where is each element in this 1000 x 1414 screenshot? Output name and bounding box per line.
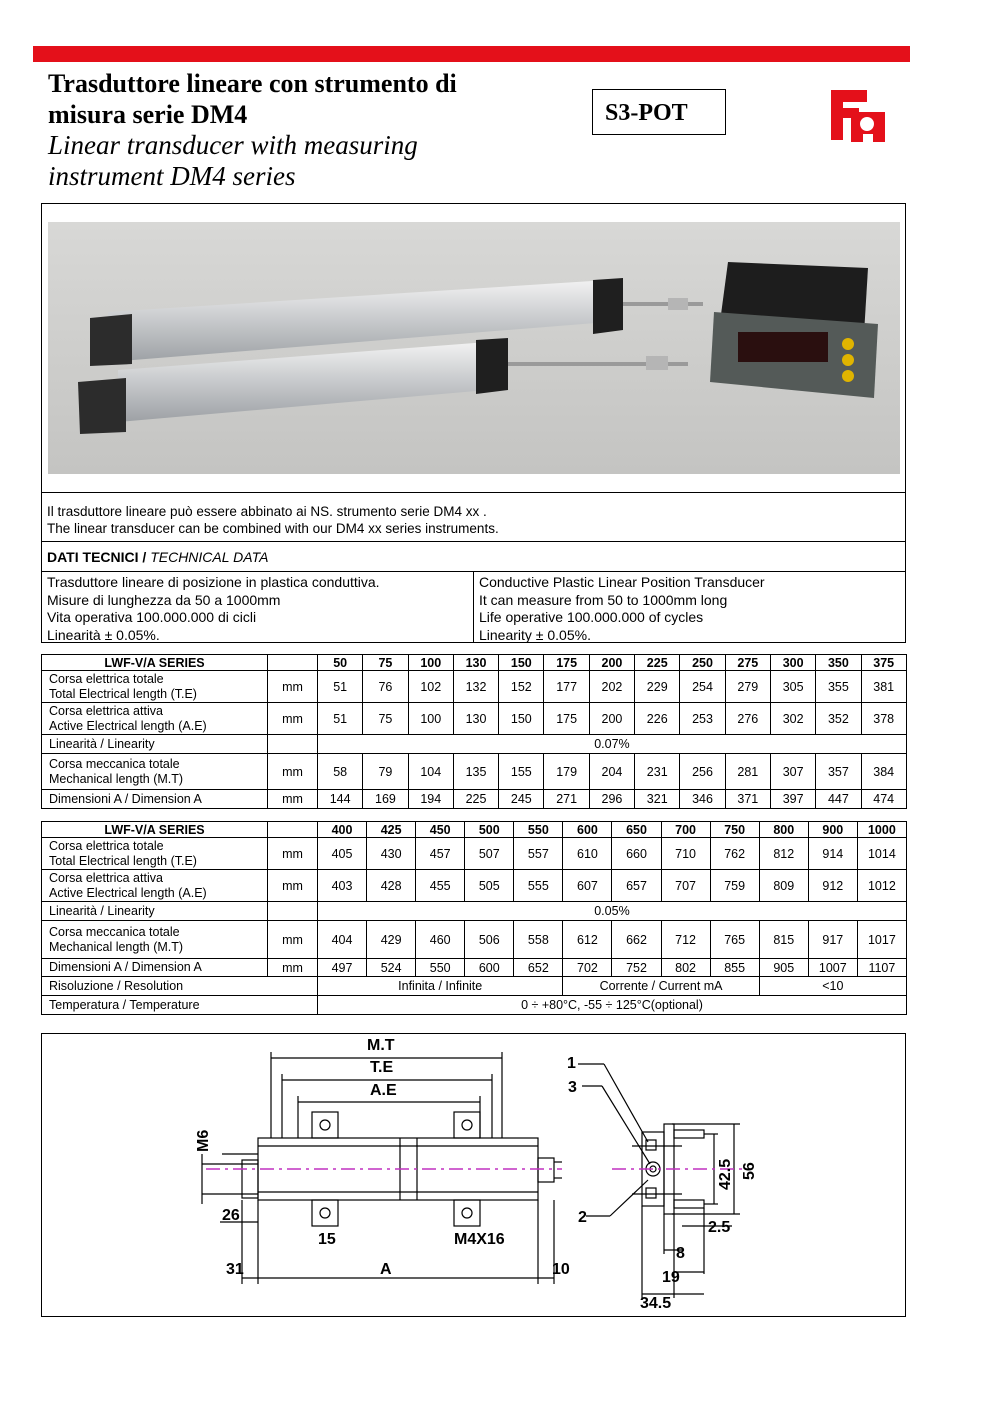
value-cell: 809 <box>759 870 808 902</box>
value-cell: 194 <box>408 790 453 809</box>
temperature-row <box>42 996 907 1015</box>
value-cell: 231 <box>635 754 680 790</box>
company-logo <box>829 86 889 142</box>
row-label-line: Mechanical length (M.T) <box>49 771 184 786</box>
model-header: 600 <box>563 822 612 838</box>
model-header: 150 <box>499 655 544 671</box>
unit-cell: mm <box>268 921 318 959</box>
label-42-5: 42.5 <box>717 1158 734 1190</box>
model-header: 750 <box>710 822 759 838</box>
value-cell: 474 <box>861 790 906 809</box>
tech-line: Linearity ± 0.05%. <box>479 626 591 643</box>
value-cell: 524 <box>367 959 416 977</box>
value-cell: 1012 <box>857 870 906 902</box>
row-label <box>42 790 268 809</box>
value-cell: 912 <box>808 870 857 902</box>
label-56: 56 <box>741 1162 758 1180</box>
row-label-line: Dimensioni A / Dimension A <box>49 791 202 806</box>
linearity-value: 0.07% <box>318 735 907 754</box>
row-label-line: Corsa meccanica totale <box>49 756 180 771</box>
dimension-drawing <box>42 1034 905 1316</box>
model-header: 425 <box>367 822 416 838</box>
value-cell: 75 <box>363 703 408 735</box>
value-cell: 200 <box>589 703 634 735</box>
value-cell: 152 <box>499 671 544 703</box>
model-header: 50 <box>318 655 363 671</box>
model-header: 450 <box>416 822 465 838</box>
value-cell: 102 <box>408 671 453 703</box>
row-label <box>42 735 268 754</box>
row-label-line: Corsa elettrica totale <box>49 838 164 853</box>
technical-data-heading <box>42 542 905 572</box>
value-cell: 202 <box>589 671 634 703</box>
value-cell: 1017 <box>857 921 906 959</box>
tech-line: It can measure from 50 to 1000mm long <box>479 591 728 608</box>
value-cell: 762 <box>710 838 759 870</box>
value-cell: 802 <box>661 959 710 977</box>
unit-cell <box>268 902 318 921</box>
model-header: 500 <box>465 822 514 838</box>
value-cell: 357 <box>816 754 861 790</box>
value-cell: 381 <box>861 671 906 703</box>
value-cell: 305 <box>770 671 815 703</box>
value-cell: 662 <box>612 921 661 959</box>
value-cell: 428 <box>367 870 416 902</box>
value-cell: 765 <box>710 921 759 959</box>
value-cell: 550 <box>416 959 465 977</box>
value-cell: 429 <box>367 921 416 959</box>
series-label: LWF-V/A SERIES <box>42 822 268 838</box>
value-cell: 430 <box>367 838 416 870</box>
value-cell: 905 <box>759 959 808 977</box>
model-header: 200 <box>589 655 634 671</box>
value-cell: 557 <box>514 838 563 870</box>
value-cell: 175 <box>544 703 589 735</box>
value-cell: 253 <box>680 703 725 735</box>
value-cell: 321 <box>635 790 680 809</box>
unit-cell: mm <box>268 959 318 977</box>
value-cell: 229 <box>635 671 680 703</box>
value-cell: 279 <box>725 671 770 703</box>
model-header: 130 <box>453 655 498 671</box>
tech-line: Vita operativa 100.000.000 di cicli <box>47 609 257 625</box>
row-label-line: Active Electrical length (A.E) <box>49 885 207 900</box>
row-label-line: Active Electrical length (A.E) <box>49 718 207 733</box>
row-label-line: Mechanical length (M.T) <box>49 939 184 954</box>
label-mt: M.T <box>367 1037 395 1054</box>
row-label-line: Total Electrical length (T.E) <box>49 686 197 701</box>
table-row <box>42 838 907 870</box>
value-cell: 254 <box>680 671 725 703</box>
value-cell: 371 <box>725 790 770 809</box>
value-cell: 914 <box>808 838 857 870</box>
value-cell: 384 <box>861 754 906 790</box>
value-cell: 296 <box>589 790 634 809</box>
label-m4x16: M4X16 <box>454 1231 505 1248</box>
table-row <box>42 671 907 703</box>
value-cell: 378 <box>861 703 906 735</box>
model-header: 350 <box>816 655 861 671</box>
tech-data-italian <box>42 572 474 642</box>
unit-cell: mm <box>268 870 318 902</box>
table-row <box>42 703 907 735</box>
value-cell: 104 <box>408 754 453 790</box>
page-title <box>48 68 457 192</box>
row-label <box>42 902 268 921</box>
value-cell: 281 <box>725 754 770 790</box>
value-cell: 607 <box>563 870 612 902</box>
value-cell: 150 <box>499 703 544 735</box>
value-cell: 1014 <box>857 838 906 870</box>
value-cell: 155 <box>499 754 544 790</box>
unit-cell: mm <box>268 703 318 735</box>
value-cell: 144 <box>318 790 363 809</box>
row-label <box>42 838 268 870</box>
value-cell: 346 <box>680 790 725 809</box>
value-cell: 702 <box>563 959 612 977</box>
value-cell: 455 <box>416 870 465 902</box>
model-header: 375 <box>861 655 906 671</box>
value-cell: 130 <box>453 703 498 735</box>
linearity-value: 0.05% <box>318 902 907 921</box>
value-cell: 355 <box>816 671 861 703</box>
table-row <box>42 959 907 977</box>
dimension-drawing-box <box>41 1033 906 1317</box>
value-cell: 226 <box>635 703 680 735</box>
intro-italian: Il trasduttore lineare può essere abbinato ai NS. strumento serie DM4 xx . <box>47 504 487 519</box>
value-cell: 352 <box>816 703 861 735</box>
value-cell: 1107 <box>857 959 906 977</box>
model-header: 250 <box>680 655 725 671</box>
label-2-5: 2.5 <box>708 1219 731 1236</box>
value-cell: 51 <box>318 671 363 703</box>
tech-line: Trasduttore lineare di posizione in plastica conduttiva. <box>47 574 380 590</box>
row-label-line: Dimensioni A / Dimension A <box>49 960 202 974</box>
value-cell: 612 <box>563 921 612 959</box>
label-10: 10 <box>552 1261 570 1278</box>
tech-line: Life operative 100.000.000 of cycles <box>479 609 704 625</box>
value-cell: 505 <box>465 870 514 902</box>
row-label <box>42 703 268 735</box>
intro-english: The linear transducer can be combined with our DM4 xx series instruments. <box>47 521 499 536</box>
resolution-value: Infinita / Infinite <box>318 977 563 996</box>
value-cell: 179 <box>544 754 589 790</box>
value-cell: 79 <box>363 754 408 790</box>
model-header: 100 <box>408 655 453 671</box>
label-1: 1 <box>567 1055 576 1072</box>
value-cell: 1007 <box>808 959 857 977</box>
value-cell: 507 <box>465 838 514 870</box>
value-cell: 555 <box>514 870 563 902</box>
value-cell: 855 <box>710 959 759 977</box>
row-label-line: Linearità / Linearity <box>49 736 155 751</box>
value-cell: 405 <box>318 838 367 870</box>
table-row <box>42 735 907 754</box>
temperature-label: Temperatura / Temperature <box>42 996 318 1015</box>
unit-cell: mm <box>268 671 318 703</box>
value-cell: 135 <box>453 754 498 790</box>
row-label-line: Total Electrical length (T.E) <box>49 853 197 868</box>
label-a: A <box>380 1261 392 1278</box>
resolution-row <box>42 977 907 996</box>
value-cell: 397 <box>770 790 815 809</box>
row-label-line: Corsa elettrica attiva <box>49 703 163 718</box>
table-row <box>42 790 907 809</box>
value-cell: 245 <box>499 790 544 809</box>
row-label-line: Corsa elettrica totale <box>49 671 164 686</box>
value-cell: 100 <box>408 703 453 735</box>
unit-header <box>268 655 318 671</box>
unit-header <box>268 822 318 838</box>
value-cell: 712 <box>661 921 710 959</box>
row-label-line: Linearità / Linearity <box>49 903 155 918</box>
value-cell: 457 <box>416 838 465 870</box>
tech-heading-italian: DATI TECNICI / <box>47 549 147 565</box>
model-header: 1000 <box>857 822 906 838</box>
value-cell: 815 <box>759 921 808 959</box>
value-cell: 204 <box>589 754 634 790</box>
label-2: 2 <box>578 1209 587 1226</box>
value-cell: 404 <box>318 921 367 959</box>
tech-line: Misure di lunghezza da 50 a 1000mm <box>47 591 281 608</box>
model-header: 75 <box>363 655 408 671</box>
row-label <box>42 671 268 703</box>
product-photo <box>48 222 900 474</box>
value-cell: 707 <box>661 870 710 902</box>
label-19: 19 <box>662 1269 680 1286</box>
model-header: 650 <box>612 822 661 838</box>
value-cell: 657 <box>612 870 661 902</box>
value-cell: 600 <box>465 959 514 977</box>
row-label-line: Corsa elettrica attiva <box>49 870 163 885</box>
value-cell: 460 <box>416 921 465 959</box>
label-m6: M6 <box>195 1129 212 1152</box>
value-cell: 812 <box>759 838 808 870</box>
model-header: 300 <box>770 655 815 671</box>
value-cell: 225 <box>453 790 498 809</box>
table-header-row <box>42 822 907 838</box>
value-cell: 302 <box>770 703 815 735</box>
value-cell: 169 <box>363 790 408 809</box>
tech-line: Conductive Plastic Linear Position Transducer <box>479 574 765 590</box>
label-3: 3 <box>568 1079 577 1096</box>
row-label-line: Corsa meccanica totale <box>49 924 180 939</box>
row-label <box>42 921 268 959</box>
unit-cell: mm <box>268 754 318 790</box>
label-34-5: 34.5 <box>640 1295 672 1312</box>
label-15: 15 <box>318 1231 336 1248</box>
intro-text <box>42 492 905 542</box>
table-header-row <box>42 655 907 671</box>
tech-line: Linearità ± 0.05%. <box>47 626 160 643</box>
label-26: 26 <box>222 1207 240 1224</box>
row-label <box>42 959 268 977</box>
spec-table-2 <box>41 821 907 1015</box>
title-english-line-1: Linear transducer with measuring <box>48 130 418 160</box>
tech-data-english <box>474 572 905 642</box>
value-cell: 271 <box>544 790 589 809</box>
model-header: 700 <box>661 822 710 838</box>
table-row <box>42 902 907 921</box>
temperature-value: 0 ÷ +80°C, -55 ÷ 125°C(optional) <box>318 996 907 1015</box>
value-cell: 276 <box>725 703 770 735</box>
row-label <box>42 754 268 790</box>
unit-cell: mm <box>268 790 318 809</box>
value-cell: 58 <box>318 754 363 790</box>
row-label <box>42 870 268 902</box>
table-row <box>42 870 907 902</box>
title-italian-line-2: misura serie DM4 <box>48 100 248 129</box>
model-header: 275 <box>725 655 770 671</box>
table-row <box>42 921 907 959</box>
header-red-bar <box>33 46 910 62</box>
unit-cell: mm <box>268 838 318 870</box>
model-header: 800 <box>759 822 808 838</box>
product-code-box: S3-POT <box>592 89 726 135</box>
value-cell: 497 <box>318 959 367 977</box>
value-cell: 710 <box>661 838 710 870</box>
value-cell: 759 <box>710 870 759 902</box>
unit-cell <box>268 735 318 754</box>
series-label: LWF-V/A SERIES <box>42 655 268 671</box>
table-row <box>42 754 907 790</box>
value-cell: 610 <box>563 838 612 870</box>
value-cell: 51 <box>318 703 363 735</box>
tech-heading-english: TECHNICAL DATA <box>150 549 269 565</box>
value-cell: 652 <box>514 959 563 977</box>
spec-table-1 <box>41 654 907 809</box>
value-cell: 177 <box>544 671 589 703</box>
value-cell: 76 <box>363 671 408 703</box>
product-info-box <box>41 203 906 643</box>
current-label: Corrente / Current mA <box>563 977 759 996</box>
label-te: T.E <box>370 1059 394 1076</box>
model-header: 550 <box>514 822 563 838</box>
value-cell: 917 <box>808 921 857 959</box>
model-header: 900 <box>808 822 857 838</box>
value-cell: 256 <box>680 754 725 790</box>
title-english-line-2: instrument DM4 series <box>48 161 296 191</box>
resolution-label: Risoluzione / Resolution <box>42 977 318 996</box>
model-header: 175 <box>544 655 589 671</box>
value-cell: 752 <box>612 959 661 977</box>
model-header: 225 <box>635 655 680 671</box>
value-cell: 403 <box>318 870 367 902</box>
title-italian-line-1: Trasduttore lineare con strumento di <box>48 69 457 98</box>
current-value: <10 <box>759 977 906 996</box>
value-cell: 307 <box>770 754 815 790</box>
label-31: 31 <box>226 1261 244 1278</box>
value-cell: 132 <box>453 671 498 703</box>
label-8: 8 <box>676 1245 685 1262</box>
label-ae: A.E <box>370 1082 397 1099</box>
value-cell: 558 <box>514 921 563 959</box>
model-header: 400 <box>318 822 367 838</box>
value-cell: 447 <box>816 790 861 809</box>
value-cell: 506 <box>465 921 514 959</box>
value-cell: 660 <box>612 838 661 870</box>
